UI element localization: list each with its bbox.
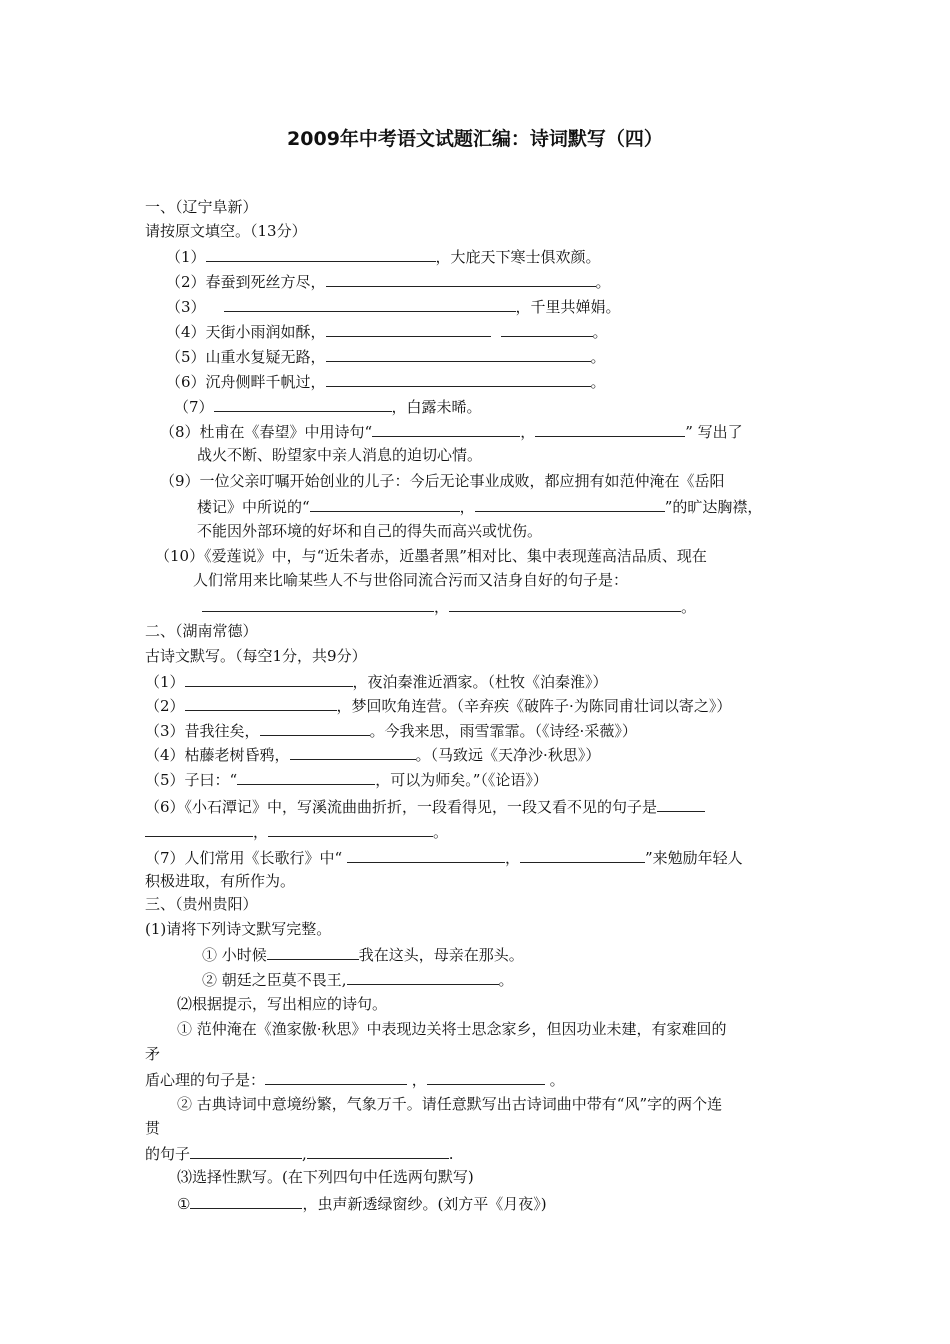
answer-blank[interactable] xyxy=(310,495,460,512)
question-line: （4）枯藤老树昏鸦， 。（马致远《天净沙·秋思》） xyxy=(145,743,600,765)
answer-blank[interactable] xyxy=(206,245,436,262)
answer-blank[interactable] xyxy=(307,1142,449,1159)
question-text: (1)请将下列诗文默写完整。 xyxy=(145,920,332,938)
question-line: 楼记》中所说的“ ， ”的旷达胸襟， xyxy=(197,495,762,517)
question-text: 积极进取，有所作为。 xyxy=(145,872,296,890)
answer-blank[interactable] xyxy=(260,719,370,736)
question-line: （1） ，夜泊秦淮近酒家。（杜牧《泊秦淮》） xyxy=(145,670,608,692)
answer-blank[interactable] xyxy=(347,968,499,985)
answer-blank[interactable] xyxy=(185,694,337,711)
answer-blank[interactable] xyxy=(202,595,434,612)
answer-blank[interactable] xyxy=(267,943,359,960)
answer-blank[interactable] xyxy=(475,495,665,512)
answer-blank[interactable] xyxy=(185,670,353,687)
question-line: （2） ，梦回吹角连营。（辛弃疾《破阵子·为陈同甫壮词以寄之》） xyxy=(145,694,731,716)
answer-blank[interactable] xyxy=(268,820,433,837)
answer-blank[interactable] xyxy=(214,395,392,412)
question-text: ② 古典诗词中意境纷繁，气象万千。请任意默写出古诗词曲中带有“风”字的两个连 xyxy=(177,1095,723,1113)
question-line: 盾心理的句子是： ， 。 xyxy=(145,1068,565,1090)
answer-blank[interactable] xyxy=(449,595,681,612)
section-heading: 一、（辽宁阜新） xyxy=(145,198,258,216)
question-text: 贯 xyxy=(145,1119,161,1137)
answer-blank[interactable] xyxy=(224,295,516,312)
answer-blank[interactable] xyxy=(427,1068,545,1085)
question-line: （2）春蚕到死丝方尽， 。 xyxy=(166,270,611,292)
answer-blank[interactable] xyxy=(326,370,591,387)
page-title: 2009年中考语文试题汇编：诗词默写（四） xyxy=(287,128,663,150)
answer-blank[interactable] xyxy=(520,846,645,863)
question-line: （5）山重水复疑无路， 。 xyxy=(166,345,606,367)
question-line: （5）子曰：“ ，可以为师矣。”（《论语》） xyxy=(145,768,548,790)
section-instruction: 请按原文填空。（13分） xyxy=(145,222,307,240)
question-text: （10）《爱莲说》中，与“近朱者赤，近墨者黑”相对比、集中表现莲高洁品质、现在 xyxy=(155,547,707,565)
question-line: （3） ，千里共婵娟。 xyxy=(166,295,621,317)
question-text: ① 范仲淹在《渔家傲·秋思》中表现边关将士思念家乡，但因功业未建，有家难回的 xyxy=(177,1020,727,1038)
question-text: 人们常用来比喻某些人不与世俗同流合污而又洁身自好的句子是： xyxy=(193,571,629,589)
answer-blank[interactable] xyxy=(265,1068,407,1085)
question-line: ① 小时候 我在这头，母亲在那头。 xyxy=(202,943,524,965)
question-line: （4）天街小雨润如酥， 。 xyxy=(166,320,608,342)
answer-blank[interactable] xyxy=(501,320,593,337)
question-line: ① ，虫声新透绿窗纱。(刘方平《月夜》) xyxy=(177,1192,547,1214)
answer-blank[interactable] xyxy=(347,846,505,863)
question-line: （7） ，白露未晞。 xyxy=(174,395,482,417)
answer-blank[interactable] xyxy=(237,768,375,785)
question-text: ⑵根据提示，写出相应的诗句。 xyxy=(177,995,388,1013)
question-line: （1） ，大庇天下寒士俱欢颜。 xyxy=(166,245,601,267)
question-line: ， 。 xyxy=(145,820,448,842)
question-line: （6）沉舟侧畔千帆过， 。 xyxy=(166,370,606,392)
answer-blank[interactable] xyxy=(326,345,591,362)
question-line: ， 。 xyxy=(202,595,696,617)
question-text: 矛 xyxy=(145,1045,161,1063)
section-instruction: 古诗文默写。（每空1分，共9分） xyxy=(145,647,367,665)
answer-blank[interactable] xyxy=(326,270,596,287)
question-line: ② 朝廷之臣莫不畏王, 。 xyxy=(202,968,514,990)
answer-blank[interactable] xyxy=(190,1192,302,1209)
answer-blank[interactable] xyxy=(535,420,685,437)
question-text: ⑶选择性默写。(在下列四句中任选两句默写) xyxy=(177,1168,474,1186)
section-heading: 二、（湖南常德） xyxy=(145,622,258,640)
question-text: 战火不断、盼望家中亲人消息的迫切心情。 xyxy=(197,446,483,464)
answer-blank[interactable] xyxy=(372,420,520,437)
question-line: （7）人们常用《长歌行》中“ ， ”来勉励年轻人 xyxy=(145,846,743,868)
question-line: （3）昔我往矣， 。今我来思，雨雪霏霏。（《诗经·采薇》） xyxy=(145,719,637,741)
answer-blank[interactable] xyxy=(657,795,705,812)
answer-blank[interactable] xyxy=(190,1142,302,1159)
answer-blank[interactable] xyxy=(326,320,491,337)
section-heading: 三、（贵州贵阳） xyxy=(145,895,258,913)
question-text: 不能因外部环境的好坏和自己的得失而高兴或忧伤。 xyxy=(197,522,543,540)
question-text: （9）一位父亲叮嘱开始创业的儿子：今后无论事业成败，都应拥有如范仲淹在《岳阳 xyxy=(160,472,725,490)
question-line: （8）杜甫在《春望》中用诗句“ ， ” 写出了 xyxy=(160,420,743,442)
answer-blank[interactable] xyxy=(145,820,253,837)
answer-blank[interactable] xyxy=(290,743,416,760)
question-line: （6）《小石潭记》中，写溪流曲曲折折，一段看得见，一段又看不见的句子是 xyxy=(145,795,705,817)
question-line: 的句子 , . xyxy=(145,1142,454,1164)
